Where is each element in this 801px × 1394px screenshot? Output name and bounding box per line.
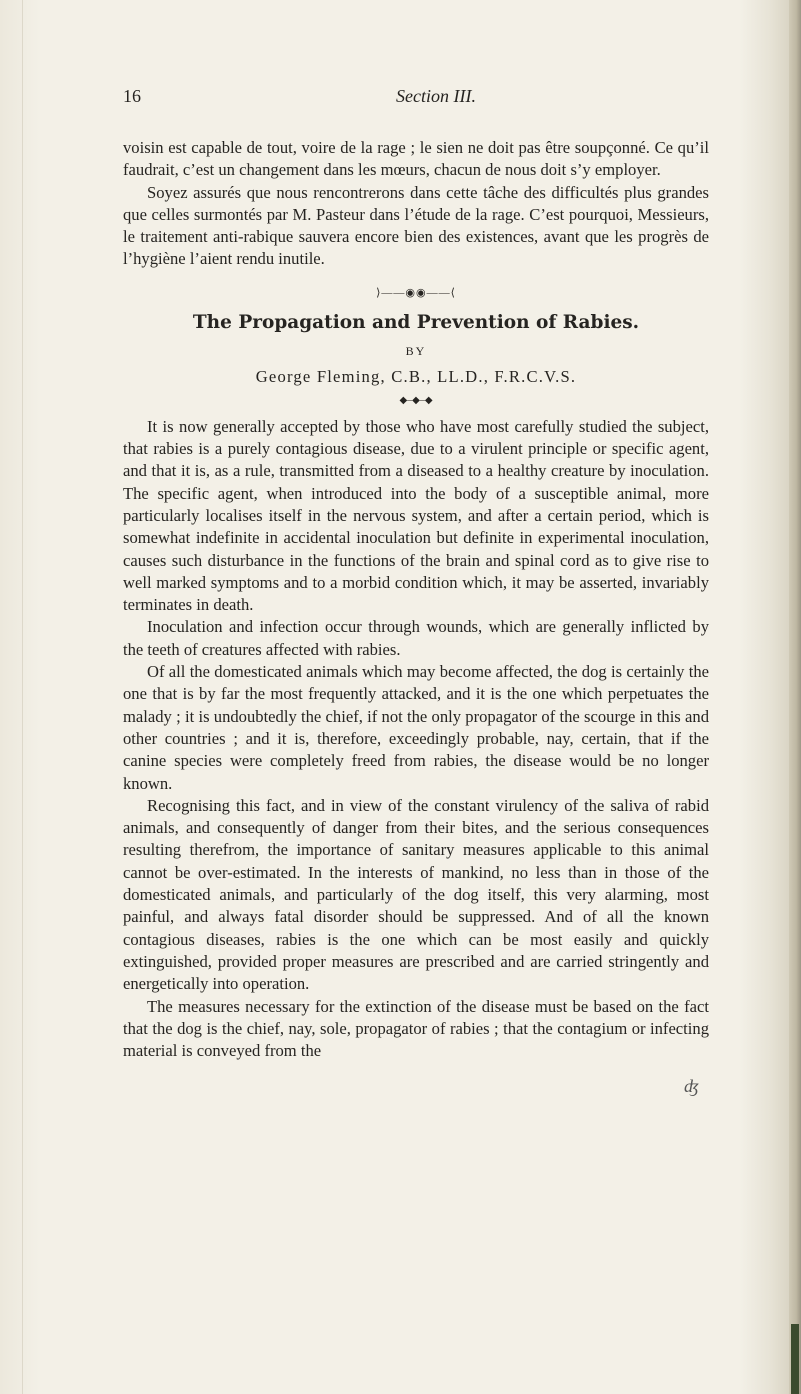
article-paragraph-1: It is now generally accepted by those who have most carefully studied the subject, that rabies is a purely contagious disease, due to a virulent principle or specific agent, and that it is, as a rule, transmitted from a diseased to a healthy creature by inoculation. The specific agent, when introduced into the body of a susceptible animal, more particularly localises itself in the nervous system, and after a certain period, which is somewhat indefinite in accidental inoculation but definite in experimental inoculation, causes such disturbance in the functions of the brain and spinal cord as to give rise to well marked symptoms and to a morbid condition which, it may be asserted, invariably terminates in death. (123, 416, 709, 615)
page-edge (789, 0, 801, 1394)
article-paragraph-5: The measures necessary for the extinction of the disease must be based on the fact that the dog is the chief, nay, sole, propagator of rabies ; that the contagium or infecting material is conveyed from the (123, 996, 709, 1061)
running-head: Section III. (396, 86, 476, 106)
gutter-line (22, 0, 23, 1394)
body-text (123, 137, 709, 1062)
article-paragraph-2: Inoculation and infection occur through wounds, which are generally inflicted by the teeth of creatures affected with rabies. (123, 617, 709, 659)
french-paragraph-2: Soyez assurés que nous rencontrerons dans cette tâche des difficultés plus grandes que celles surmontés par M. Pasteur dans l’étude de la rage. C’est pourquoi, Messieurs, le traitement anti-rabique sauvera encore bien des existences, avant que les progrès de l’hygiène l’aient rendu inutile. (123, 182, 709, 269)
page-header (0, 86, 801, 110)
by-line: BY (405, 343, 427, 358)
article-title: The Propagation and Prevention of Rabies. (192, 311, 640, 333)
binding-mark (791, 1324, 799, 1394)
article-paragraph-3: Of all the domesticated animals which may become affected, the dog is certainly the one that is by far the most frequently attacked, and it is the one which perpetuates the malady ; it is undoubtedly the chief, if not the only propagator of the scourge in this and other countries ; and it is, therefore, exceedingly probable, nay, certain, that if the canine species were completely freed from rabies, the disease would be no longer known. (123, 662, 709, 793)
article-author: George Fleming, C.B., LL.D., F.R.C.V.S. (255, 366, 577, 386)
handwritten-mark: ʤ (684, 1076, 699, 1096)
small-ornament: ◆–◆–◆ (399, 394, 433, 406)
page-number: 16 (123, 86, 141, 106)
french-paragraph-1: voisin est capable de tout, voire de la rage ; le sien ne doit pas être soupçonné. Ce qu’il faudrait, c’est un changement dans les mœurs, chacun de nous doit s’y employer. (123, 138, 709, 180)
section-divider-ornament: ⟩——◉◉——⟨ (376, 286, 456, 299)
article-paragraph-4: Recognising this fact, and in view of the constant virulency of the saliva of rabid animals, and consequently of danger from their bites, and the serious consequences resulting therefrom, the importance of sanitary measures applicable to this animal cannot be over-estimated. In the interests of mankind, no less than in those of the domesticated animals, and particularly of the dog itself, this very alarming, most painful, and always fatal disorder should be suppressed. And of all the known contagious diseases, rabies is the one which can be most easily and quickly extinguished, provided proper measures are prescribed and are carried stringently and energetically into operation. (123, 795, 709, 994)
